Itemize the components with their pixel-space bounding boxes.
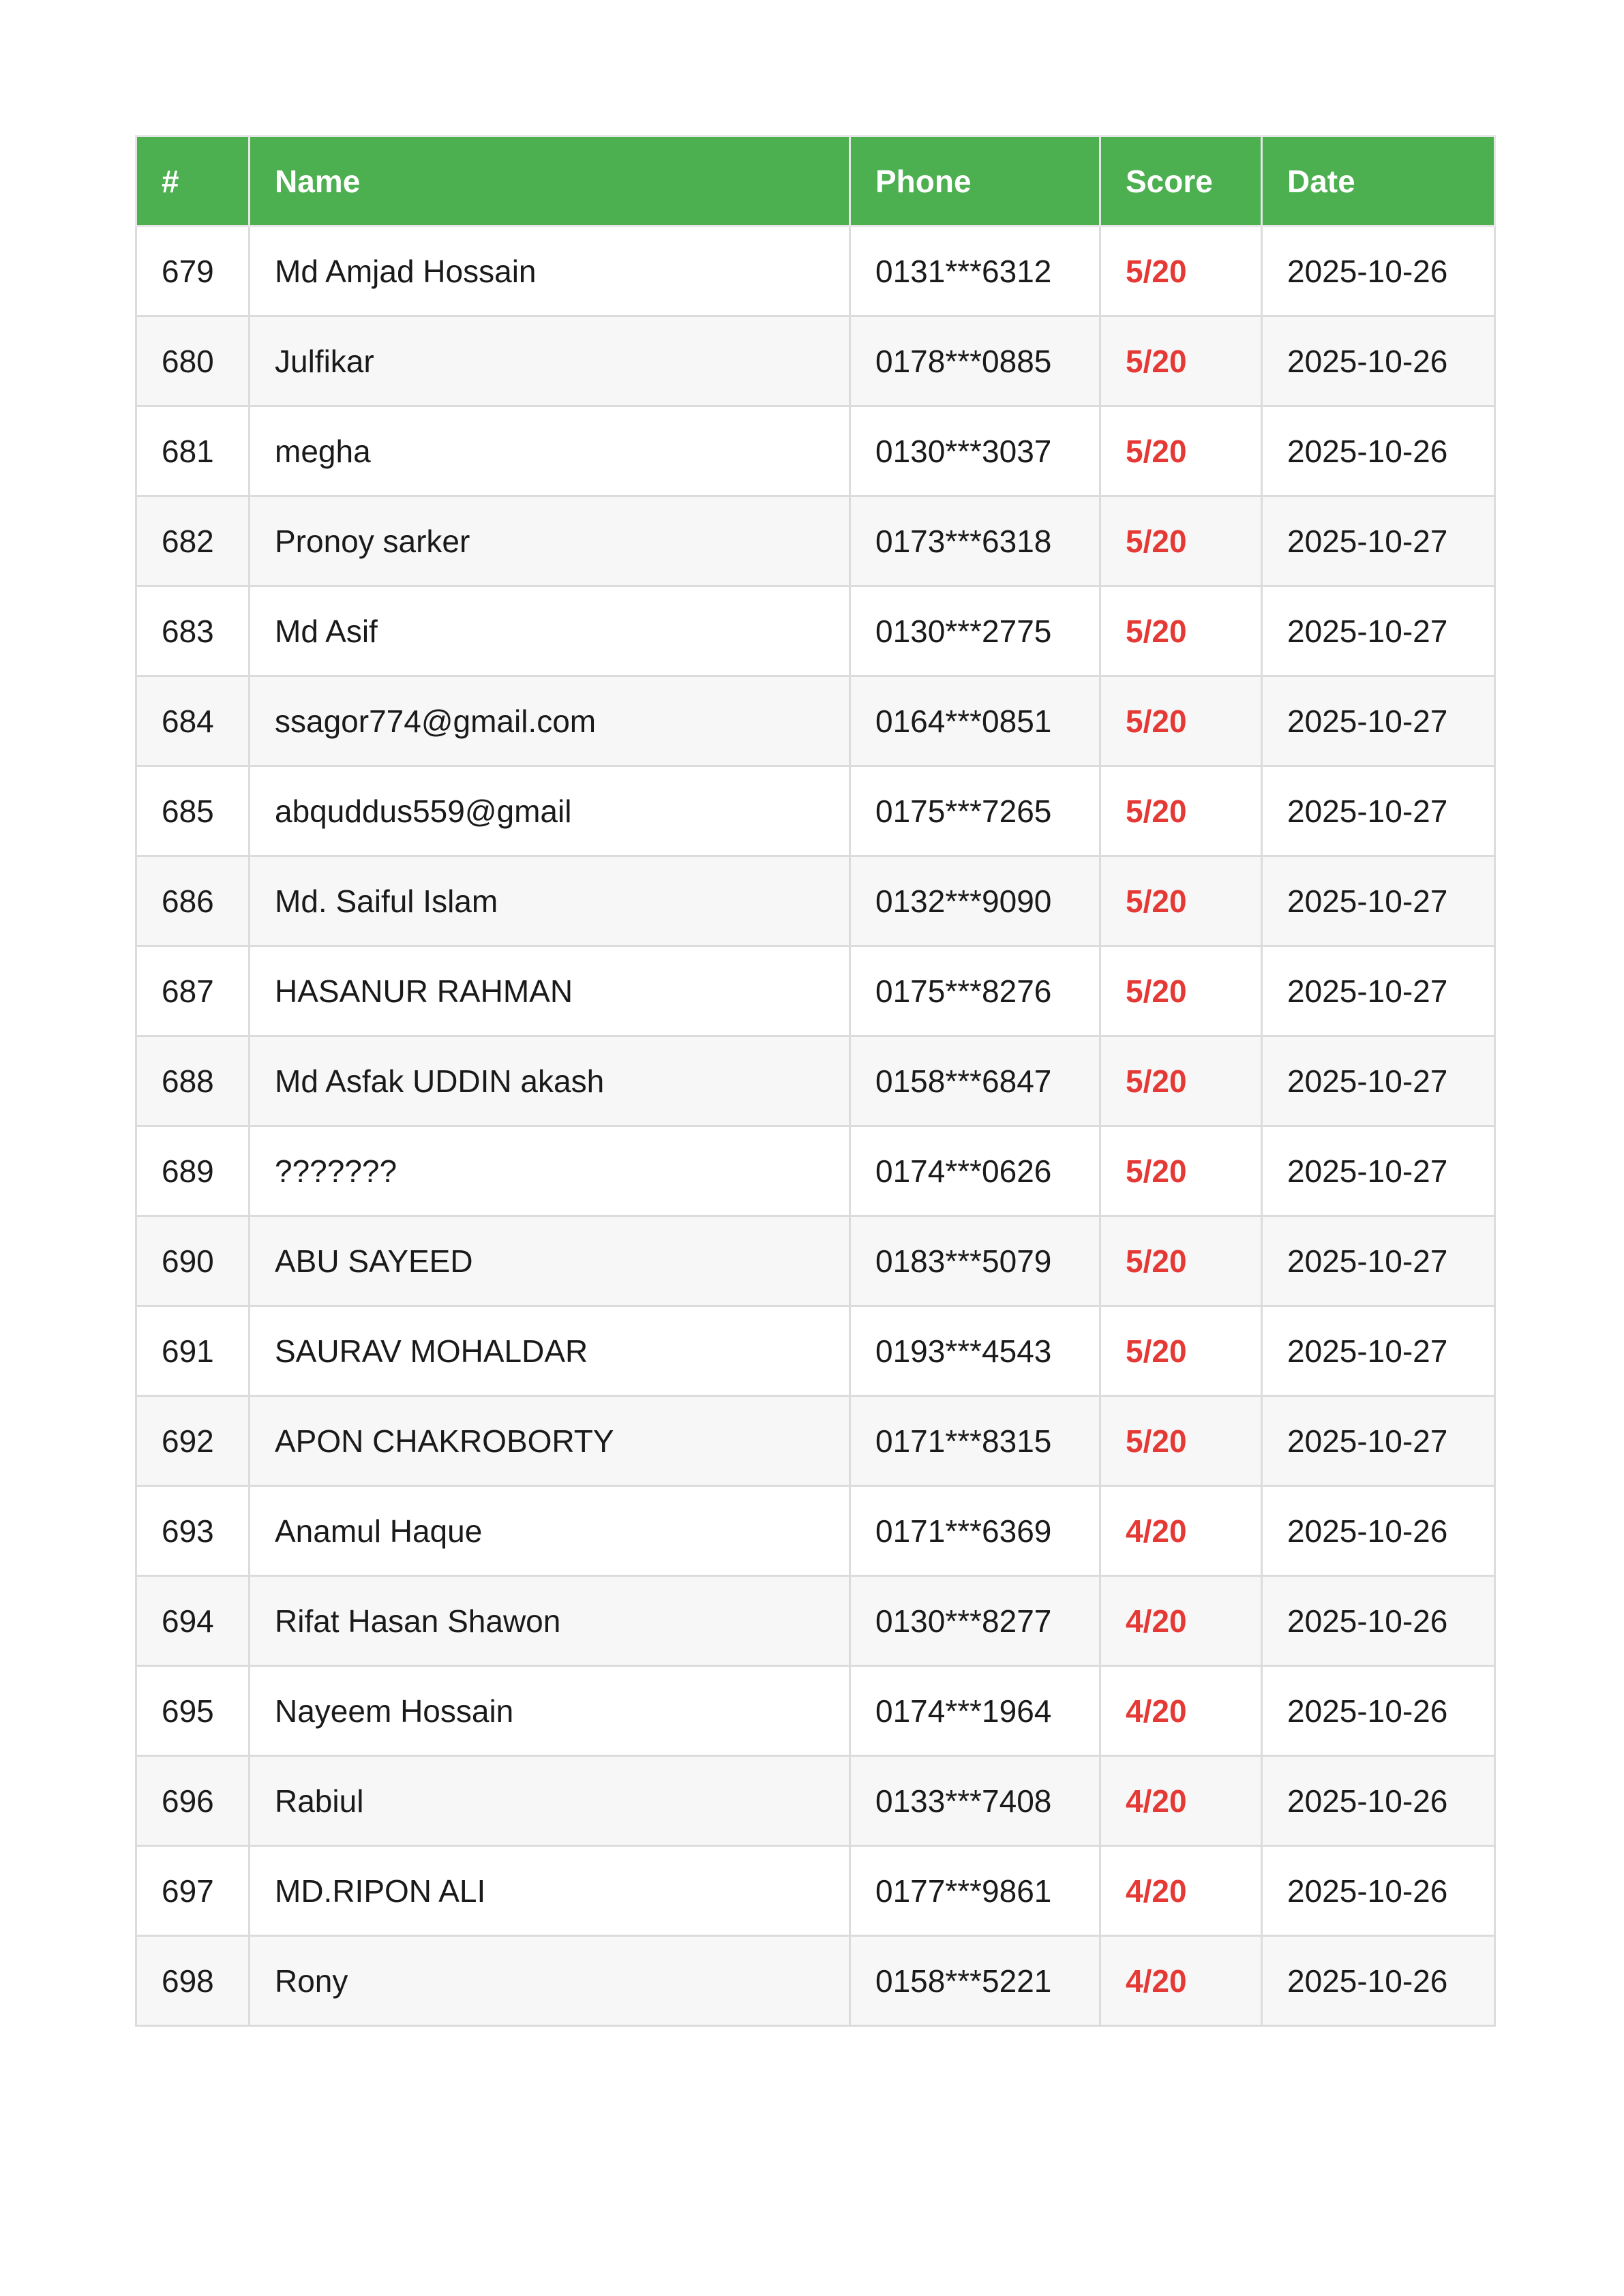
cell-name: Rabiul (250, 1756, 850, 1846)
cell-phone: 0183***5079 (850, 1216, 1100, 1306)
table-row (136, 1666, 1495, 1756)
table-row (136, 496, 1495, 586)
cell-score: 4/20 (1100, 1846, 1262, 1936)
cell-date: 2025-10-26 (1262, 226, 1495, 316)
cell-num: 698 (136, 1936, 250, 2026)
table-row (136, 1756, 1495, 1846)
cell-phone: 0173***6318 (850, 496, 1100, 586)
cell-num: 696 (136, 1756, 250, 1846)
cell-num: 683 (136, 586, 250, 676)
cell-score: 5/20 (1100, 1036, 1262, 1126)
cell-name: ABU SAYEED (250, 1216, 850, 1306)
cell-num: 693 (136, 1486, 250, 1576)
cell-name: Rifat Hasan Shawon (250, 1576, 850, 1666)
cell-phone: 0158***5221 (850, 1936, 1100, 2026)
header-date: Date (1262, 136, 1495, 226)
cell-score: 5/20 (1100, 316, 1262, 406)
cell-num: 682 (136, 496, 250, 586)
cell-phone: 0130***2775 (850, 586, 1100, 676)
cell-date: 2025-10-27 (1262, 1396, 1495, 1486)
cell-phone: 0174***0626 (850, 1126, 1100, 1216)
table-row (136, 586, 1495, 676)
cell-date: 2025-10-26 (1262, 1576, 1495, 1666)
cell-name: HASANUR RAHMAN (250, 946, 850, 1036)
table-row (136, 1306, 1495, 1396)
cell-date: 2025-10-27 (1262, 676, 1495, 766)
cell-name: Nayeem Hossain (250, 1666, 850, 1756)
cell-date: 2025-10-26 (1262, 1486, 1495, 1576)
cell-phone: 0193***4543 (850, 1306, 1100, 1396)
cell-phone: 0130***3037 (850, 406, 1100, 496)
cell-phone: 0158***6847 (850, 1036, 1100, 1126)
results-table (135, 135, 1496, 2027)
cell-num: 691 (136, 1306, 250, 1396)
cell-score: 5/20 (1100, 946, 1262, 1036)
cell-num: 692 (136, 1396, 250, 1486)
cell-name: ssagor774@gmail.com (250, 676, 850, 766)
cell-num: 689 (136, 1126, 250, 1216)
cell-num: 695 (136, 1666, 250, 1756)
table-row (136, 856, 1495, 946)
cell-date: 2025-10-27 (1262, 586, 1495, 676)
cell-name: Rony (250, 1936, 850, 2026)
cell-date: 2025-10-27 (1262, 766, 1495, 856)
cell-score: 4/20 (1100, 1576, 1262, 1666)
cell-num: 690 (136, 1216, 250, 1306)
cell-phone: 0171***6369 (850, 1486, 1100, 1576)
cell-name: Md Asfak UDDIN akash (250, 1036, 850, 1126)
cell-date: 2025-10-26 (1262, 1666, 1495, 1756)
cell-name: SAURAV MOHALDAR (250, 1306, 850, 1396)
cell-phone: 0130***8277 (850, 1576, 1100, 1666)
cell-name: megha (250, 406, 850, 496)
cell-phone: 0132***9090 (850, 856, 1100, 946)
cell-num: 684 (136, 676, 250, 766)
table-row (136, 1216, 1495, 1306)
cell-date: 2025-10-27 (1262, 856, 1495, 946)
cell-date: 2025-10-27 (1262, 1126, 1495, 1216)
cell-date: 2025-10-27 (1262, 946, 1495, 1036)
header-num: # (136, 136, 250, 226)
cell-phone: 0131***6312 (850, 226, 1100, 316)
table-row (136, 1846, 1495, 1936)
cell-name: APON CHAKROBORTY (250, 1396, 850, 1486)
table-row (136, 766, 1495, 856)
cell-name: Md Amjad Hossain (250, 226, 850, 316)
table-row (136, 676, 1495, 766)
cell-date: 2025-10-26 (1262, 1936, 1495, 2026)
cell-date: 2025-10-27 (1262, 1036, 1495, 1126)
cell-date: 2025-10-27 (1262, 1216, 1495, 1306)
cell-score: 4/20 (1100, 1936, 1262, 2026)
cell-phone: 0174***1964 (850, 1666, 1100, 1756)
header-phone: Phone (850, 136, 1100, 226)
cell-score: 5/20 (1100, 766, 1262, 856)
cell-num: 685 (136, 766, 250, 856)
cell-phone: 0178***0885 (850, 316, 1100, 406)
table-row (136, 406, 1495, 496)
cell-name: Anamul Haque (250, 1486, 850, 1576)
cell-name: Md Asif (250, 586, 850, 676)
cell-name: Pronoy sarker (250, 496, 850, 586)
cell-date: 2025-10-26 (1262, 1756, 1495, 1846)
cell-score: 5/20 (1100, 496, 1262, 586)
cell-num: 687 (136, 946, 250, 1036)
cell-phone: 0164***0851 (850, 676, 1100, 766)
table-row (136, 1486, 1495, 1576)
cell-score: 5/20 (1100, 1216, 1262, 1306)
cell-score: 5/20 (1100, 226, 1262, 316)
table-row (136, 1036, 1495, 1126)
cell-num: 681 (136, 406, 250, 496)
cell-score: 5/20 (1100, 406, 1262, 496)
cell-score: 5/20 (1100, 1306, 1262, 1396)
cell-score: 5/20 (1100, 1126, 1262, 1216)
cell-phone: 0177***9861 (850, 1846, 1100, 1936)
cell-name: Md. Saiful Islam (250, 856, 850, 946)
cell-date: 2025-10-26 (1262, 406, 1495, 496)
cell-date: 2025-10-27 (1262, 496, 1495, 586)
cell-date: 2025-10-27 (1262, 1306, 1495, 1396)
cell-num: 679 (136, 226, 250, 316)
cell-num: 697 (136, 1846, 250, 1936)
cell-num: 688 (136, 1036, 250, 1126)
header-name: Name (250, 136, 850, 226)
cell-num: 694 (136, 1576, 250, 1666)
header-row (136, 136, 1495, 226)
cell-name: abquddus559@gmail (250, 766, 850, 856)
table-body (136, 226, 1495, 2026)
cell-score: 5/20 (1100, 856, 1262, 946)
table-row (136, 316, 1495, 406)
cell-score: 5/20 (1100, 586, 1262, 676)
table-row (136, 1576, 1495, 1666)
cell-name: Julfikar (250, 316, 850, 406)
table-row (136, 1126, 1495, 1216)
cell-score: 4/20 (1100, 1666, 1262, 1756)
cell-score: 5/20 (1100, 1396, 1262, 1486)
cell-num: 680 (136, 316, 250, 406)
cell-score: 4/20 (1100, 1486, 1262, 1576)
cell-name: MD.RIPON ALI (250, 1846, 850, 1936)
cell-score: 5/20 (1100, 676, 1262, 766)
cell-date: 2025-10-26 (1262, 316, 1495, 406)
cell-date: 2025-10-26 (1262, 1846, 1495, 1936)
table-row (136, 1396, 1495, 1486)
cell-score: 4/20 (1100, 1756, 1262, 1846)
table-header (136, 136, 1495, 226)
cell-phone: 0175***8276 (850, 946, 1100, 1036)
cell-phone: 0171***8315 (850, 1396, 1100, 1486)
cell-num: 686 (136, 856, 250, 946)
table-row (136, 946, 1495, 1036)
table-row (136, 1936, 1495, 2026)
header-score: Score (1100, 136, 1262, 226)
cell-name: ??????? (250, 1126, 850, 1216)
table-row (136, 226, 1495, 316)
cell-phone: 0175***7265 (850, 766, 1100, 856)
cell-phone: 0133***7408 (850, 1756, 1100, 1846)
